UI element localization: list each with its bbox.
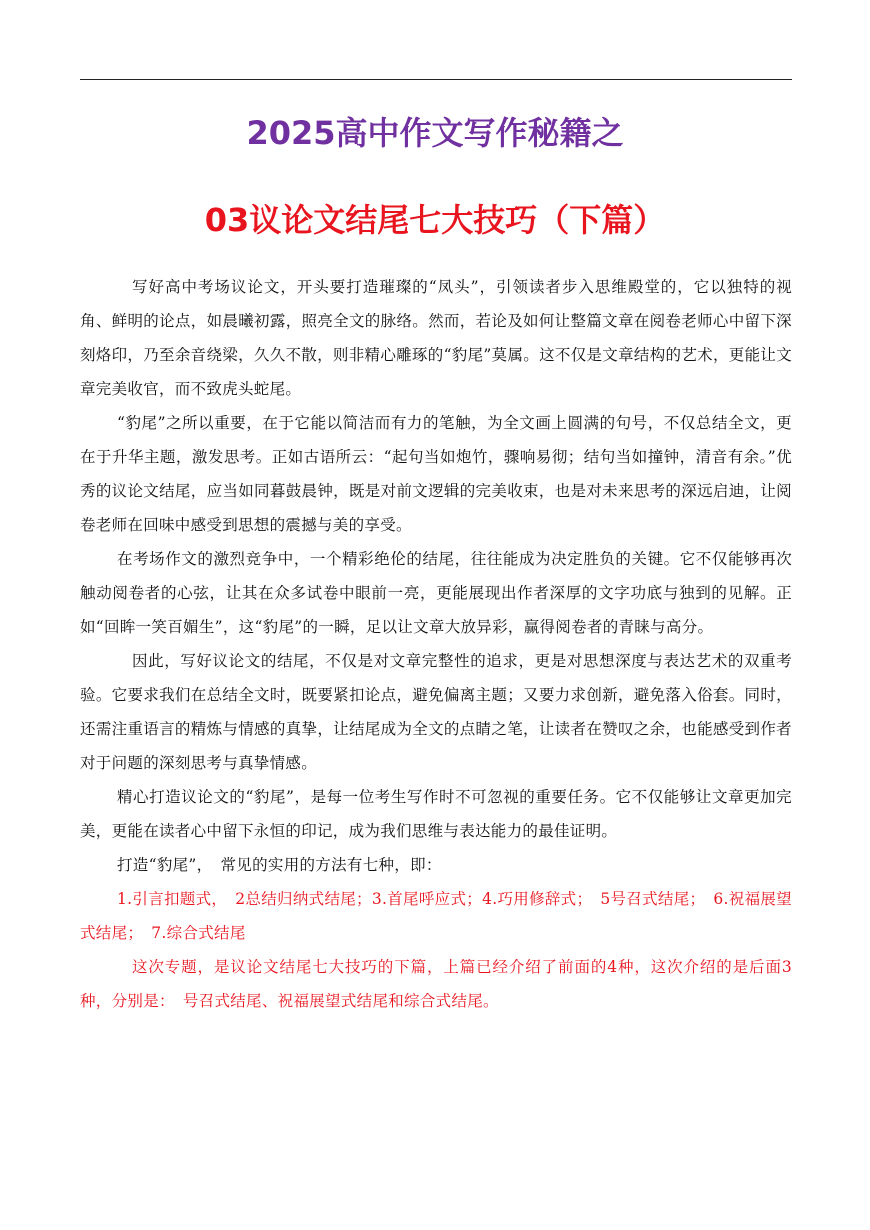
document-title: 2025高中作文写作秘籍之 xyxy=(246,114,624,152)
paragraph-task: 精心打造议论文的“豹尾”，是每一位考生写作时不可忽视的重要任务。它不仅能够让文章更加完美，更能在读者心中留下永恒的印记，成为我们思维与表达能力的最佳证明。 xyxy=(80,788,792,840)
document-body xyxy=(80,270,792,1018)
paragraph-methods-intro: 打造“豹尾”， 常见的实用的方法有七种，即： xyxy=(117,856,442,874)
paragraph-therefore: 因此，写好议论文的结尾，不仅是对文章完整性的追求，更是对思想深度与表达艺术的双重考验。它要求我们在总结全文时，既要紧扣论点，避免偏离主题；又要力求创新，避免落入俗套。同时，还需注重语言的精炼与情感的真挚，让结尾成为全文的点睛之笔，让读者在赞叹之余，也能感受到作者对于问题的深刻思考与真挚情感。 xyxy=(80,652,792,772)
header-rule xyxy=(80,79,792,80)
paragraph-competition: 在考场作文的激烈竞争中，一个精彩绝伦的结尾，往往能成为决定胜负的关键。它不仅能够再次触动阅卷者的心弦，让其在众多试卷中眼前一亮，更能展现出作者深厚的文字功底与独到的见解。正如“回眸一笑百媚生”，这“豹尾”的一瞬，足以让文章大放异彩，赢得阅卷者的青睐与高分。 xyxy=(80,550,792,636)
paragraph-methods-list: 1.引言扣题式， 2总结归纳式结尾；3.首尾呼应式；4.巧用修辞式； 5号召式结尾； 6.祝福展望式结尾； 7.综合式结尾 xyxy=(80,890,792,942)
document-subtitle: 03议论文结尾七大技巧（下篇） xyxy=(204,201,666,239)
paragraph-importance: “豹尾”之所以重要，在于它能以简洁而有力的笔触，为全文画上圆满的句号，不仅总结全文，更在于升华主题，激发思考。正如古语所云：“起句当如炮竹，骤响易彻；结句当如撞钟，清音有余。”优秀的议论文结尾，应当如同暮鼓晨钟，既是对前文逻辑的完美收束，也是对未来思考的深远启迪，让阅卷老师在回味中感受到思想的震撼与美的享受。 xyxy=(80,414,792,534)
paragraph-intro: 写好高中考场议论文，开头要打造璀璨的“凤头”，引领读者步入思维殿堂的，它以独特的视角、鲜明的论点，如晨曦初露，照亮全文的脉络。然而，若论及如何让整篇文章在阅卷老师心中留下深刻烙印，乃至余音绕梁，久久不散，则非精心雕琢的“豹尾”莫属。这不仅是文章结构的艺术，更能让文章完美收官，而不致虎头蛇尾。 xyxy=(80,278,792,398)
paragraph-topic-note: 这次专题，是议论文结尾七大技巧的下篇，上篇已经介绍了前面的4种，这次介绍的是后面3种，分别是： 号召式结尾、祝福展望式结尾和综合式结尾。 xyxy=(80,958,792,1010)
